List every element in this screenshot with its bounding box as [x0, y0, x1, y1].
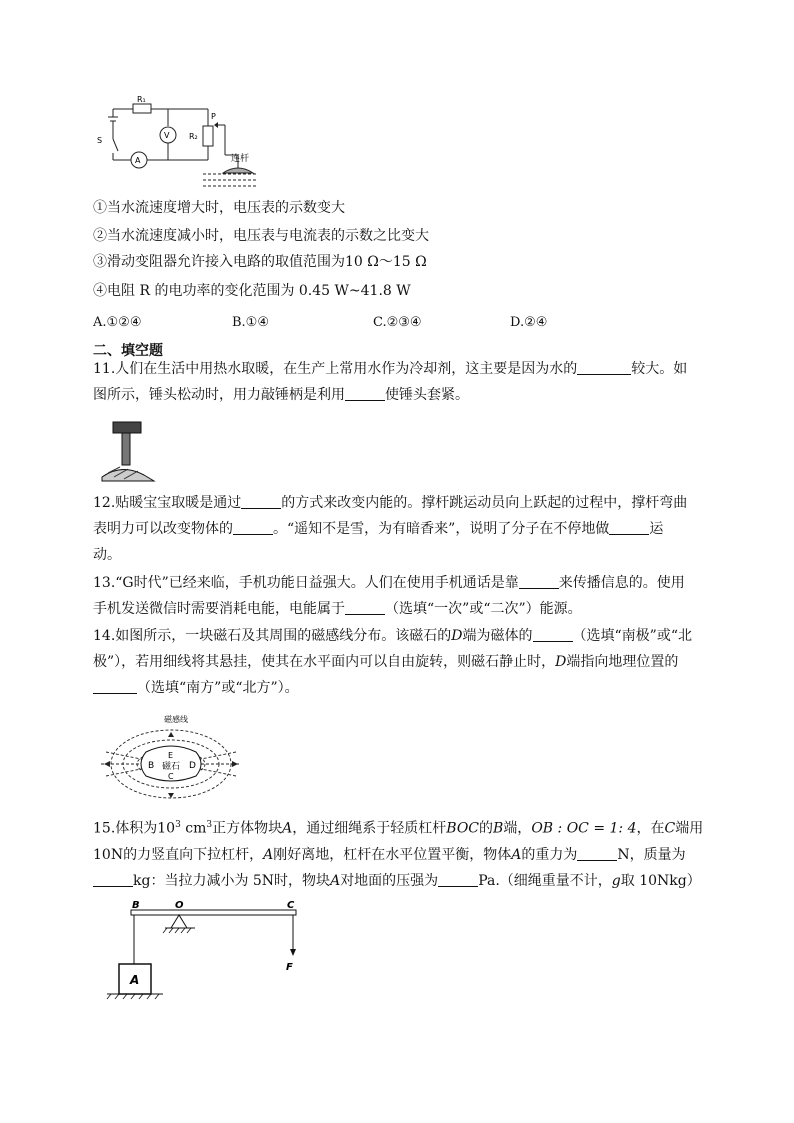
svg-text:B: B [148, 761, 155, 771]
svg-text:磁石: 磁石 [162, 762, 181, 772]
statement-1: ①当水流速度增大时，电压表的示数变大 [93, 200, 345, 216]
option-d: D.②④ [510, 315, 548, 330]
svg-text:A: A [135, 156, 141, 165]
svg-text:C: C [287, 900, 295, 911]
statement-3: ③滑动变阻器允许接入电路的取值范围为10 Ω～15 Ω [93, 254, 427, 270]
svg-text:V: V [164, 131, 170, 140]
lever-bar [131, 910, 296, 915]
svg-text:D: D [189, 761, 196, 771]
svg-text:C: C [168, 772, 174, 781]
resistor-r1 [133, 104, 151, 113]
svg-text:S: S [97, 136, 103, 145]
hammer-image [100, 417, 160, 483]
section-title: 二、填空题 [93, 343, 163, 359]
lever-diagram [103, 898, 308, 1006]
svg-text:F: F [286, 962, 293, 973]
svg-text:P: P [211, 112, 216, 121]
magnet-field-diagram [96, 712, 246, 810]
svg-text:B: B [132, 900, 140, 911]
resistor-r2 [203, 126, 213, 146]
question-12: 12.贴暖宝宝取暖是通过 的方式来改变内能的。撑杆跳运动员向上跃起的过程中，撑杆弯曲 表明力可以改变物体的 。“遥知不是雪，为有暗香来”，说明了分子在不停地做 运 动。 [93, 495, 688, 563]
question-15: 15.体积为$10^3$ $cm^3$正方体物块A，通过细绳系于轻质杠杆BOC的B端，OB : OC = 1: 4，在C端用 10N的力竖直向下拉杠杆，A刚好离地，杠杆在水平位置平衡，物体A的重力为 N，质量为 kg：当拉力减小为 5N时，物块A对地面的压强为 Pa.（细绳重量不计，g取 10Nkg） [93, 820, 704, 889]
statement-4: ④电阻 R 的电功率的变化范围为 0.45 W~41.8 W [93, 283, 411, 299]
svg-text:E: E [168, 751, 174, 760]
question-13: 13.“G时代”已经来临，手机功能日益强大。人们在使用手机通话是靠 来传播信息的。使用 手机发送微信时需要消耗电能，电能属于 （选填“一次”或“二次”）能源。 [93, 575, 685, 617]
question-14: 14.如图所示，一块磁石及其周围的磁感线分布。该磁石的D端为磁体的 （选填“南极”或“北 极”），若用细线将其悬挂，使其在水平面内可以自由旋转，则磁石静止时，D端指向地理位置的 （选填“南方”或“北方”）。 [93, 628, 692, 696]
option-b: B.①④ [232, 315, 269, 330]
svg-text:O: O [175, 900, 184, 911]
circuit-diagram [93, 95, 263, 195]
option-a: A.①②④ [93, 315, 142, 330]
option-c: C.②③④ [373, 315, 422, 330]
float [223, 168, 253, 173]
question-11: 11.人们在生活中用热水取暖，在生产上常用水作为冷却剂，这主要是因为水的 较大。如 图所示，锤头松动时，用力敲锤柄是利用 使锤头套紧。 [93, 361, 688, 403]
svg-text:R₁: R₁ [137, 95, 146, 104]
statement-2: ②当水流速度减小时，电压表与电流表的示数之比变大 [93, 228, 429, 244]
svg-text:磁感线: 磁感线 [164, 715, 188, 724]
svg-text:R₂: R₂ [189, 132, 198, 141]
svg-text:连杆: 连杆 [231, 154, 250, 164]
fulcrum [171, 915, 187, 928]
svg-text:A: A [130, 973, 140, 987]
